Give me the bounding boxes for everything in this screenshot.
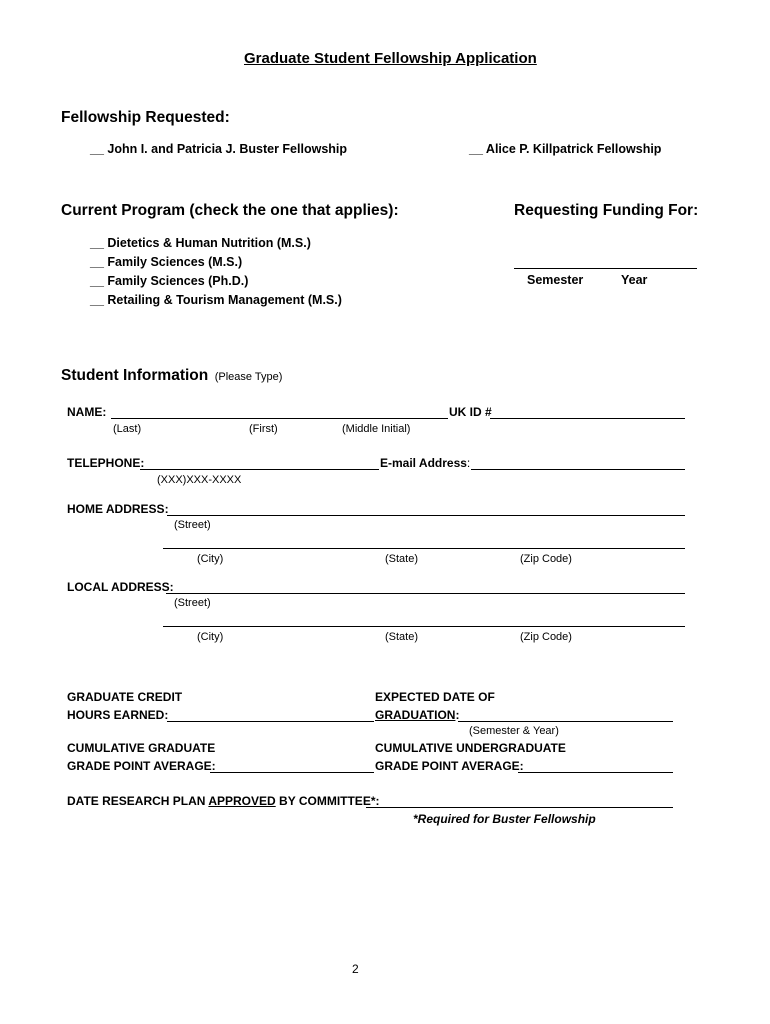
graduation-date-label-2-wrap xyxy=(375,708,459,722)
program-option-family-ms[interactable]: __ Family Sciences (M.S.) xyxy=(90,255,243,269)
local-street-sub: (Street) xyxy=(174,597,211,609)
credit-hours-input-line[interactable] xyxy=(167,721,374,722)
cum-grad-gpa-label-1: CUMULATIVE GRADUATE xyxy=(67,741,216,755)
ukid-input-line[interactable] xyxy=(490,418,685,419)
home-address-label: HOME ADDRESS: xyxy=(67,502,169,516)
credit-hours-label-2: HOURS EARNED: xyxy=(67,708,169,722)
research-plan-input-line[interactable] xyxy=(366,807,673,808)
form-title: Graduate Student Fellowship Application xyxy=(244,50,537,67)
student-info-heading: Student Information xyxy=(61,367,209,384)
home-state-sub: (State) xyxy=(385,553,419,565)
graduation-date-colon: : xyxy=(455,708,460,722)
program-option-dietetics[interactable]: __ Dietetics & Human Nutrition (M.S.) xyxy=(90,236,311,250)
funding-heading: Requesting Funding For: xyxy=(514,202,699,219)
graduation-date-sub: (Semester & Year) xyxy=(469,725,559,737)
page-number: 2 xyxy=(352,962,359,976)
email-input-line[interactable] xyxy=(471,469,685,470)
cum-ug-gpa-label-2: GRADE POINT AVERAGE: xyxy=(375,759,524,773)
local-address-label: LOCAL ADDRESS: xyxy=(67,580,174,594)
research-plan-label xyxy=(67,794,379,808)
student-info-heading-wrap xyxy=(61,367,282,385)
name-sub-last: (Last) xyxy=(113,423,142,435)
name-sub-middle: (Middle Initial) xyxy=(342,423,411,435)
home-street-input-line[interactable] xyxy=(167,515,685,516)
name-sub-first: (First) xyxy=(249,423,278,435)
fellowship-heading: Fellowship Requested: xyxy=(61,109,230,126)
email-label-wrap xyxy=(380,456,470,470)
research-label-post: BY COMMITTEE*: xyxy=(275,794,380,808)
funding-semester-label: Semester xyxy=(527,273,584,287)
local-street-input-line[interactable] xyxy=(166,593,685,594)
telephone-label: TELEPHONE: xyxy=(67,456,145,470)
fellowship-option-killpatrick[interactable]: __ Alice P. Killpatrick Fellowship xyxy=(469,142,662,156)
student-info-note: (Please Type) xyxy=(214,371,283,383)
home-street-sub: (Street) xyxy=(174,519,211,531)
credit-hours-label-1: GRADUATE CREDIT xyxy=(67,690,183,704)
email-label: E-mail Address xyxy=(380,456,467,470)
buster-requirement-note: *Required for Buster Fellowship xyxy=(413,812,596,826)
local-zip-sub: (Zip Code) xyxy=(520,631,572,643)
cum-grad-gpa-label-2: GRADE POINT AVERAGE: xyxy=(67,759,216,773)
fellowship-option-buster[interactable]: __ John I. and Patricia J. Buster Fellowship xyxy=(90,142,348,156)
local-state-sub: (State) xyxy=(385,631,419,643)
funding-input-line[interactable] xyxy=(514,268,697,269)
graduation-date-label-2: GRADUATION xyxy=(375,708,456,722)
ukid-label: UK ID # xyxy=(449,405,492,419)
home-zip-sub: (Zip Code) xyxy=(520,553,572,565)
cum-ug-gpa-input-line[interactable] xyxy=(518,772,673,773)
program-heading: Current Program (check the one that applies): xyxy=(61,202,399,219)
research-label-approved: APPROVED xyxy=(208,794,276,808)
cum-grad-gpa-input-line[interactable] xyxy=(210,772,374,773)
graduation-date-input-line[interactable] xyxy=(458,721,673,722)
cum-ug-gpa-label-1: CUMULATIVE UNDERGRADUATE xyxy=(375,741,566,755)
local-city-input-line[interactable] xyxy=(163,626,685,627)
home-city-sub: (City) xyxy=(197,553,224,565)
name-input-line[interactable] xyxy=(111,418,448,419)
program-option-retailing[interactable]: __ Retailing & Tourism Management (M.S.) xyxy=(90,293,342,307)
telephone-format: (XXX)XXX-XXXX xyxy=(157,474,242,486)
home-city-input-line[interactable] xyxy=(163,548,685,549)
funding-year-label: Year xyxy=(621,273,648,287)
name-label: NAME: xyxy=(67,405,107,419)
email-colon: : xyxy=(466,456,471,470)
telephone-input-line[interactable] xyxy=(140,469,379,470)
local-city-sub: (City) xyxy=(197,631,224,643)
program-option-family-phd[interactable]: __ Family Sciences (Ph.D.) xyxy=(90,274,249,288)
research-label-pre: DATE RESEARCH PLAN xyxy=(67,794,209,808)
graduation-date-label-1: EXPECTED DATE OF xyxy=(375,690,495,704)
